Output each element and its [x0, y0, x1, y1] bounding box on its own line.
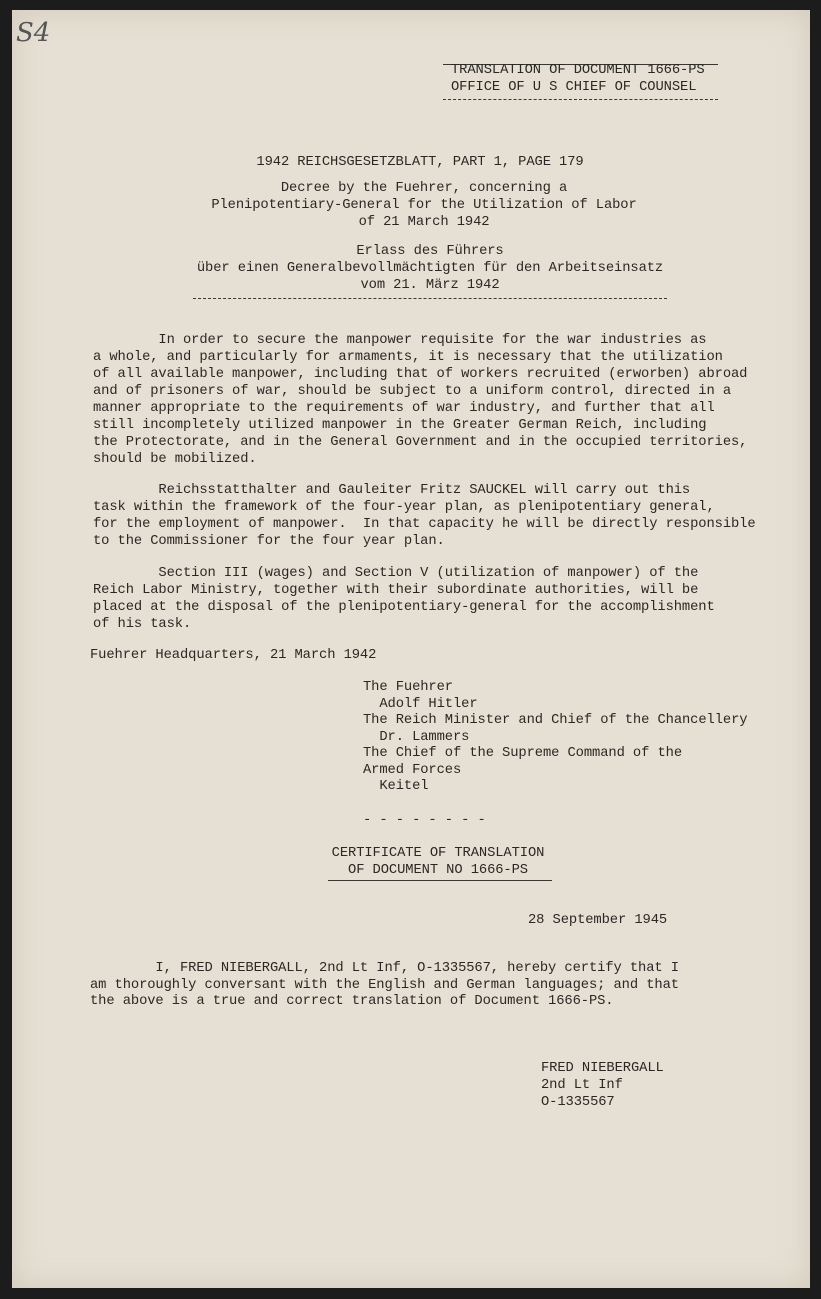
- signatory-line: Adolf Hitler: [363, 696, 478, 712]
- text-line: for the employment of manpower. In that capacity he will be directly responsible: [93, 517, 756, 532]
- place-and-date: Fuehrer Headquarters, 21 March 1942: [90, 648, 377, 663]
- text-line: the Protectorate, and in the General Government and in the occupied territories,: [93, 435, 748, 450]
- signatories: [363, 680, 747, 796]
- signatory-line: Dr. Lammers: [363, 729, 470, 745]
- paragraph-3: [93, 565, 715, 633]
- text-line: In order to secure the manpower requisite for the war industries as: [93, 333, 707, 348]
- text-line: I, FRED NIEBERGALL, 2nd Lt Inf, O-1335567, hereby certify that I: [90, 961, 679, 976]
- decree-en-line: Plenipotentiary-General for the Utilization of Labor: [211, 198, 637, 213]
- header-line-1: TRANSLATION OF DOCUMENT 1666-PS: [451, 63, 705, 78]
- text-line: Reich Labor Ministry, together with their subordinate authorities, will be: [93, 583, 699, 598]
- text-line: a whole, and particularly for armaments, it is necessary that the utilization: [93, 350, 723, 365]
- decree-en-line: of 21 March 1942: [358, 215, 490, 230]
- title-rule: [193, 298, 667, 299]
- text-line: of all available manpower, including that of workers recruited (erworben) abroad: [93, 367, 748, 382]
- text-line: should be mobilized.: [93, 452, 257, 467]
- text-line: manner appropriate to the requirements of war industry, and further that all: [93, 401, 715, 416]
- decree-de-line: vom 21. März 1942: [360, 278, 500, 293]
- text-line: Section III (wages) and Section V (utilization of manpower) of the: [93, 566, 699, 581]
- text-line: Reichsstatthalter and Gauleiter Fritz SAUCKEL will carry out this: [93, 483, 691, 498]
- translator-signature: [541, 1060, 664, 1111]
- text-line: and of prisoners of war, should be subject to a uniform control, directed in a: [93, 384, 732, 399]
- separator: - - - - - - - -: [363, 813, 486, 828]
- certificate-heading-2: OF DOCUMENT NO 1666-PS: [348, 863, 528, 878]
- certificate-date: 28 September 1945: [528, 913, 668, 928]
- decree-en-line: Decree by the Fuehrer, concerning a: [280, 181, 568, 196]
- translator-serial: O-1335567: [541, 1095, 615, 1110]
- text-line: task within the framework of the four-year plan, as plenipotentiary general,: [93, 500, 715, 515]
- handwritten-mark: S4: [16, 18, 51, 48]
- signatory-line: The Reich Minister and Chief of the Chancellery: [363, 713, 748, 728]
- signatory-line: Keitel: [363, 779, 429, 794]
- text-line: the above is a true and correct translation of Document 1666-PS.: [90, 994, 614, 1009]
- header-line-2: OFFICE OF U S CHIEF OF COUNSEL: [451, 80, 697, 95]
- text-line: am thoroughly conversant with the English and German languages; and that: [90, 977, 679, 993]
- text-line: to the Commissioner for the four year plan.: [93, 534, 445, 549]
- signatory-line: The Chief of the Supreme Command of the: [363, 746, 683, 761]
- document-title: 1942 REICHSGESETZBLATT, PART 1, PAGE 179: [256, 155, 584, 170]
- text-line: of his task.: [93, 617, 192, 632]
- text-line: placed at the disposal of the plenipotentiary-general for the accomplishment: [93, 600, 715, 615]
- paragraph-2: [93, 482, 756, 550]
- signatory-line: The Fuehrer: [363, 680, 453, 695]
- text-line: still incompletely utilized manpower in the Greater German Reich, including: [93, 418, 707, 433]
- decree-de-line: über einen Generalbevollmächtigten für den Arbeitseinsatz: [196, 261, 664, 276]
- signatory-line: Armed Forces: [363, 762, 462, 778]
- paragraph-1: [93, 332, 747, 468]
- certificate-text: [90, 961, 679, 1011]
- translator-rank: 2nd Lt Inf: [541, 1078, 623, 1093]
- certificate-rule: [328, 880, 552, 881]
- decree-de-line: Erlass des Führers: [356, 244, 504, 259]
- translator-name: FRED NIEBERGALL: [541, 1061, 664, 1076]
- header-bottom-rule: [443, 99, 718, 100]
- certificate-heading-1: CERTIFICATE OF TRANSLATION: [331, 846, 545, 861]
